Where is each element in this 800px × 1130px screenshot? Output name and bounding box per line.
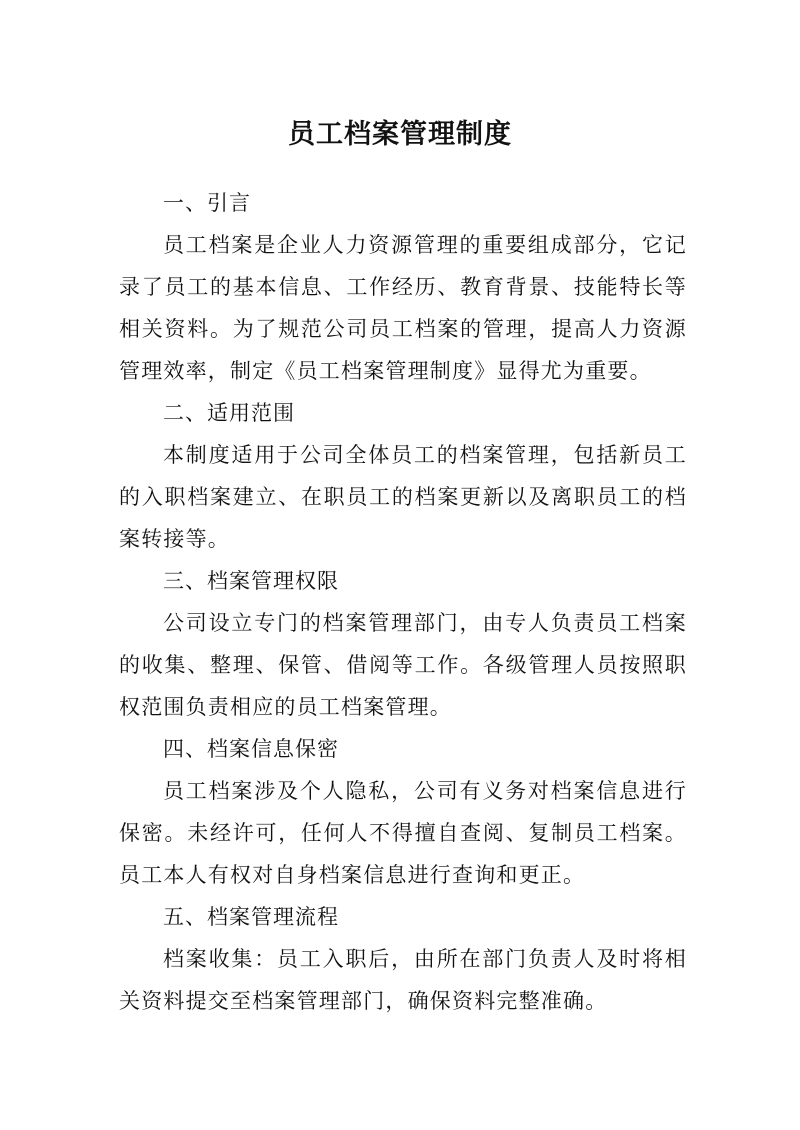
section-heading: 三、档案管理权限 xyxy=(163,569,339,593)
section-confidentiality xyxy=(119,728,687,896)
section-paragraph: 员工档案是企业人力资源管理的重要组成部分，它记录了员工的基本信息、工作经历、教育背景、技能特长等相关资料。为了规范公司员工档案的管理，提高人力资源管理效率，制定《员工档案管理制度》显得尤为重要。 xyxy=(119,233,687,383)
section-scope xyxy=(119,392,687,560)
section-paragraph: 公司设立专门的档案管理部门，由专人负责员工档案的收集、整理、保管、借阅等工作。各级管理人员按照职权范围负责相应的员工档案管理。 xyxy=(119,611,687,719)
section-permissions xyxy=(119,560,687,728)
document-title: 员工档案管理制度 xyxy=(288,119,512,151)
section-heading: 二、适用范围 xyxy=(163,401,295,425)
section-paragraph: 档案收集：员工入职后，由所在部门负责人及时将相关资料提交至档案管理部门，确保资料完整准确。 xyxy=(119,947,687,1013)
section-process xyxy=(119,896,687,1022)
section-heading: 四、档案信息保密 xyxy=(163,737,339,761)
section-introduction xyxy=(119,182,687,392)
section-paragraph: 本制度适用于公司全体员工的档案管理，包括新员工的入职档案建立、在职员工的档案更新以及离职员工的档案转接等。 xyxy=(119,443,687,551)
document-body xyxy=(119,182,687,1022)
section-heading: 一、引言 xyxy=(163,191,251,215)
section-paragraph: 员工档案涉及个人隐私，公司有义务对档案信息进行保密。未经许可，任何人不得擅自查阅、复制员工档案。员工本人有权对自身档案信息进行查询和更正。 xyxy=(119,779,687,887)
section-heading: 五、档案管理流程 xyxy=(163,905,339,929)
